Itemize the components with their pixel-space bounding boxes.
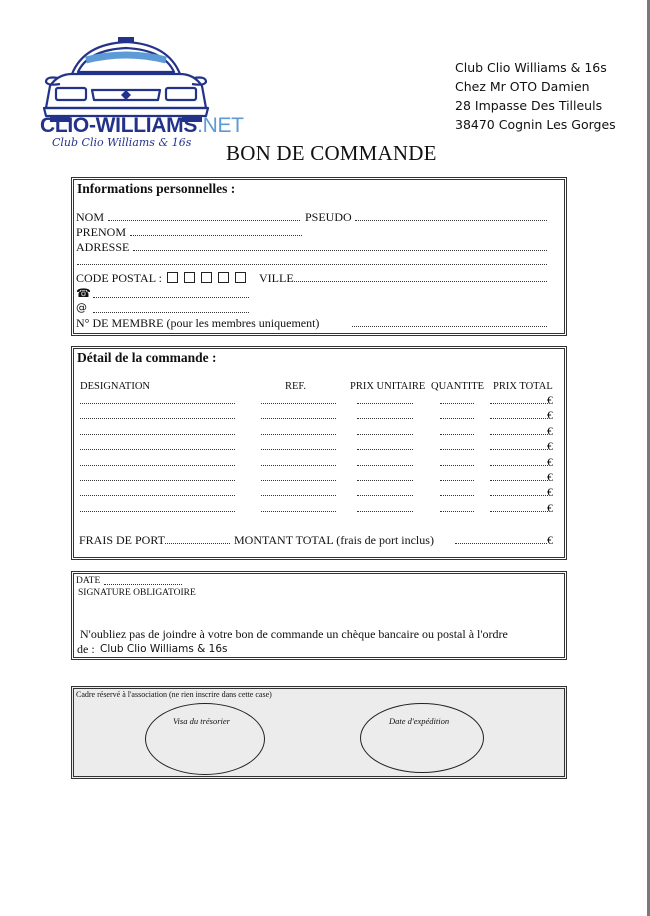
order-prix-total-field[interactable] (490, 480, 548, 481)
col-designation: DESIGNATION (80, 381, 150, 392)
payee-name: Club Clio Williams & 16s (100, 643, 228, 655)
address-line: 28 Impasse Des Tilleuls (455, 98, 603, 113)
nom-label: NOM (76, 210, 105, 224)
order-designation-field[interactable] (80, 465, 235, 466)
order-ref-field[interactable] (261, 449, 336, 450)
order-ref-field[interactable] (261, 403, 336, 404)
order-prix-total-field[interactable] (490, 418, 548, 419)
adresse-field[interactable] (133, 250, 547, 251)
order-quantite-field[interactable] (440, 434, 474, 435)
page-title: BON DE COMMANDE (226, 141, 437, 165)
telephone-field[interactable] (93, 297, 249, 298)
order-quantite-field[interactable] (440, 511, 474, 512)
signature-label: SIGNATURE OBLIGATOIRE (78, 588, 196, 598)
logo-tagline: Club Clio Williams & 16s (52, 136, 192, 149)
order-designation-field[interactable] (80, 418, 235, 419)
montant-currency: € (547, 533, 553, 547)
payment-note: N'oubliez pas de joindre à votre bon de commande un chèque bancaire ou postal à l'ordre (80, 627, 508, 641)
telephone-icon: ☎ (76, 286, 91, 300)
postal-digit-box[interactable] (218, 272, 229, 283)
order-ref-field[interactable] (261, 480, 336, 481)
order-detail-section (71, 346, 567, 560)
order-row-currency: € (547, 500, 553, 515)
expedition-oval (360, 703, 484, 773)
order-quantite-field[interactable] (440, 465, 474, 466)
order-designation-field[interactable] (80, 480, 235, 481)
order-row-currency: € (547, 393, 553, 407)
prenom-label: PRENOM (76, 225, 127, 239)
order-prix-unitaire-field[interactable] (357, 465, 413, 466)
personal-info-title: Informations personnelles : (77, 181, 236, 196)
order-ref-field[interactable] (261, 465, 336, 466)
club-address (455, 58, 616, 134)
postal-digit-box[interactable] (201, 272, 212, 283)
order-ref-field[interactable] (261, 495, 336, 496)
ville-label: VILLE (259, 271, 294, 285)
order-quantite-field[interactable] (440, 449, 474, 450)
order-prix-total-field[interactable] (490, 495, 548, 496)
order-quantite-field[interactable] (440, 418, 474, 419)
order-ref-field[interactable] (261, 434, 336, 435)
email-field[interactable] (93, 312, 249, 313)
order-designation-field[interactable] (80, 434, 235, 435)
order-prix-total-field[interactable] (490, 511, 548, 512)
order-quantite-field[interactable] (440, 403, 474, 404)
code-postal-boxes[interactable] (167, 271, 252, 286)
logo-wordmark: CLIO-WILLIAMS.NET (40, 114, 244, 137)
frais-label: FRAIS DE PORT (79, 533, 165, 547)
order-quantite-field[interactable] (440, 480, 474, 481)
col-ref: REF. (285, 381, 307, 392)
order-prix-unitaire-field[interactable] (357, 403, 413, 404)
adresse-field-line2[interactable] (77, 264, 547, 265)
order-row-currency: € (547, 423, 553, 438)
col-quantite: QUANTITE (431, 381, 485, 392)
order-designation-field[interactable] (80, 495, 235, 496)
order-prix-unitaire-field[interactable] (357, 511, 413, 512)
address-line: Chez Mr OTO Damien (455, 79, 590, 94)
payment-note-prefix: de : (77, 642, 95, 656)
order-prix-total-field[interactable] (490, 449, 548, 450)
address-line: 38470 Cognin Les Gorges (455, 117, 616, 132)
order-row-currency: € (547, 470, 553, 484)
order-quantite-field[interactable] (440, 495, 474, 496)
order-prix-unitaire-field[interactable] (357, 434, 413, 435)
order-ref-field[interactable] (261, 418, 336, 419)
date-label: DATE (76, 576, 101, 586)
montant-field[interactable] (455, 543, 547, 544)
order-prix-total-field[interactable] (490, 403, 548, 404)
postal-digit-box[interactable] (235, 272, 246, 283)
order-designation-field[interactable] (80, 511, 235, 512)
order-ref-field[interactable] (261, 511, 336, 512)
date-field[interactable] (104, 584, 182, 585)
expedition-label: Date d'expédition (389, 716, 450, 726)
pseudo-label: PSEUDO (305, 210, 352, 224)
adresse-label: ADRESSE (76, 240, 130, 254)
order-prix-unitaire-field[interactable] (357, 480, 413, 481)
order-row-currency: € (547, 408, 553, 423)
address-line: Club Clio Williams & 16s (455, 60, 607, 75)
order-prix-unitaire-field[interactable] (357, 495, 413, 496)
order-prix-total-field[interactable] (490, 434, 548, 435)
pseudo-field[interactable] (355, 220, 547, 221)
ville-field[interactable] (294, 281, 547, 282)
order-prix-total-field[interactable] (490, 465, 548, 466)
membre-label: N° DE MEMBRE (pour les membres uniquement) (76, 316, 320, 330)
code-postal-label: CODE POSTAL : (76, 271, 162, 285)
frais-field[interactable] (165, 543, 230, 544)
postal-digit-box[interactable] (167, 272, 178, 283)
membre-field[interactable] (352, 326, 547, 327)
nom-field[interactable] (108, 220, 300, 221)
postal-digit-box[interactable] (184, 272, 195, 283)
order-row-currency: € (547, 439, 553, 454)
order-row-currency: € (547, 454, 553, 469)
col-prix-unitaire: PRIX UNITAIRE (350, 381, 426, 392)
montant-label: MONTANT TOTAL (frais de port inclus) (234, 533, 434, 547)
order-row-currency: € (547, 485, 553, 500)
prenom-field[interactable] (130, 235, 302, 236)
visa-oval (145, 703, 265, 775)
col-prix-total: PRIX TOTAL (493, 381, 553, 392)
visa-label: Visa du trésorier (173, 716, 230, 726)
order-designation-field[interactable] (80, 449, 235, 450)
reserved-caption: Cadre réservé à l'association (ne rien inscrire dans cette case) (76, 690, 272, 699)
order-detail-title: Détail de la commande : (77, 350, 217, 365)
email-icon: @ (76, 301, 87, 314)
order-designation-field[interactable] (80, 403, 235, 404)
order-prix-unitaire-field[interactable] (357, 449, 413, 450)
order-prix-unitaire-field[interactable] (357, 418, 413, 419)
